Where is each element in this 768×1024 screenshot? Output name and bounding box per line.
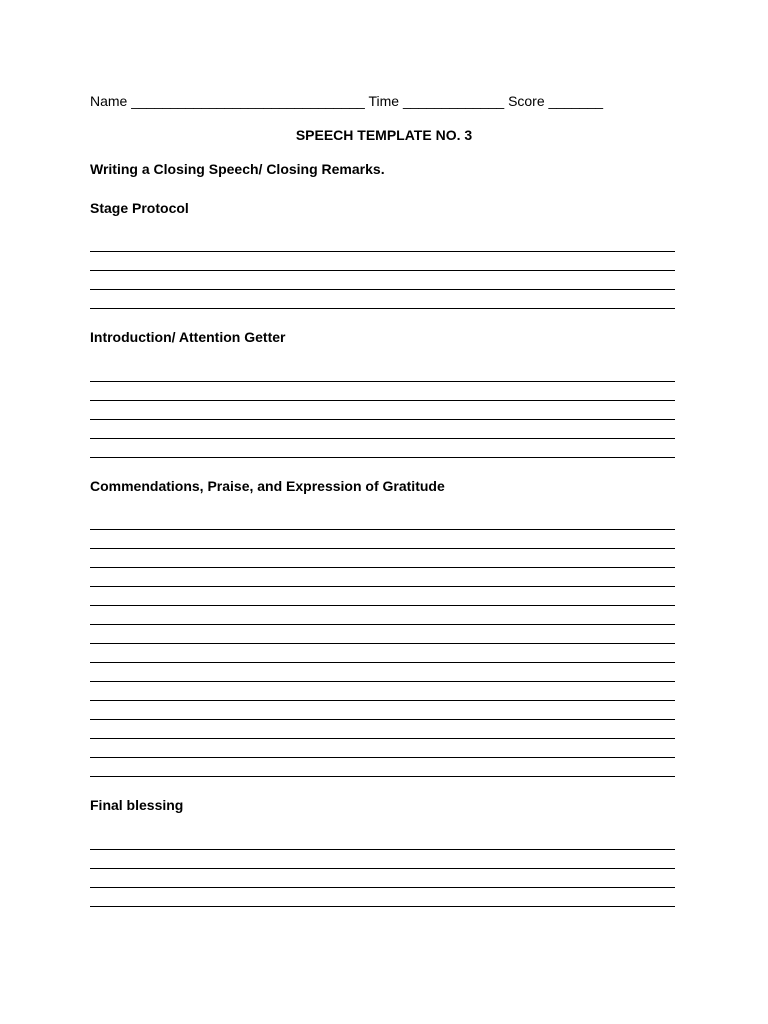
writing-line[interactable] (90, 381, 675, 382)
writing-line[interactable] (90, 662, 675, 663)
writing-line[interactable] (90, 681, 675, 682)
writing-line[interactable] (90, 586, 675, 587)
writing-line[interactable] (90, 868, 675, 869)
name-field-label[interactable]: Name ______________________________ (90, 93, 369, 109)
section-heading-stage-protocol: Stage Protocol (90, 200, 189, 216)
writing-line[interactable] (90, 457, 675, 458)
writing-line[interactable] (90, 438, 675, 439)
writing-line[interactable] (90, 548, 675, 549)
writing-line[interactable] (90, 776, 675, 777)
writing-line[interactable] (90, 757, 675, 758)
section-heading-commendations: Commendations, Praise, and Expression of Gratitude (90, 478, 445, 494)
writing-line[interactable] (90, 738, 675, 739)
writing-line[interactable] (90, 419, 675, 420)
time-field-label[interactable]: Time _____________ (368, 93, 509, 109)
writing-line[interactable] (90, 605, 675, 606)
writing-line[interactable] (90, 700, 675, 701)
score-field-label[interactable]: Score _______ (508, 93, 604, 109)
writing-line[interactable] (90, 567, 675, 568)
section-heading-final-blessing: Final blessing (90, 797, 184, 813)
student-info-line (90, 93, 680, 109)
writing-line[interactable] (90, 906, 675, 907)
writing-line[interactable] (90, 887, 675, 888)
writing-line[interactable] (90, 643, 675, 644)
writing-line[interactable] (90, 849, 675, 850)
writing-line[interactable] (90, 719, 675, 720)
document-title: SPEECH TEMPLATE NO. 3 (295, 127, 473, 143)
section-heading-introduction: Introduction/ Attention Getter (90, 329, 286, 345)
writing-line[interactable] (90, 308, 675, 309)
writing-line[interactable] (90, 529, 675, 530)
writing-line[interactable] (90, 289, 675, 290)
writing-line[interactable] (90, 400, 675, 401)
document-subtitle: Writing a Closing Speech/ Closing Remarks. (90, 161, 385, 177)
writing-line[interactable] (90, 251, 675, 252)
writing-line[interactable] (90, 624, 675, 625)
writing-line[interactable] (90, 270, 675, 271)
